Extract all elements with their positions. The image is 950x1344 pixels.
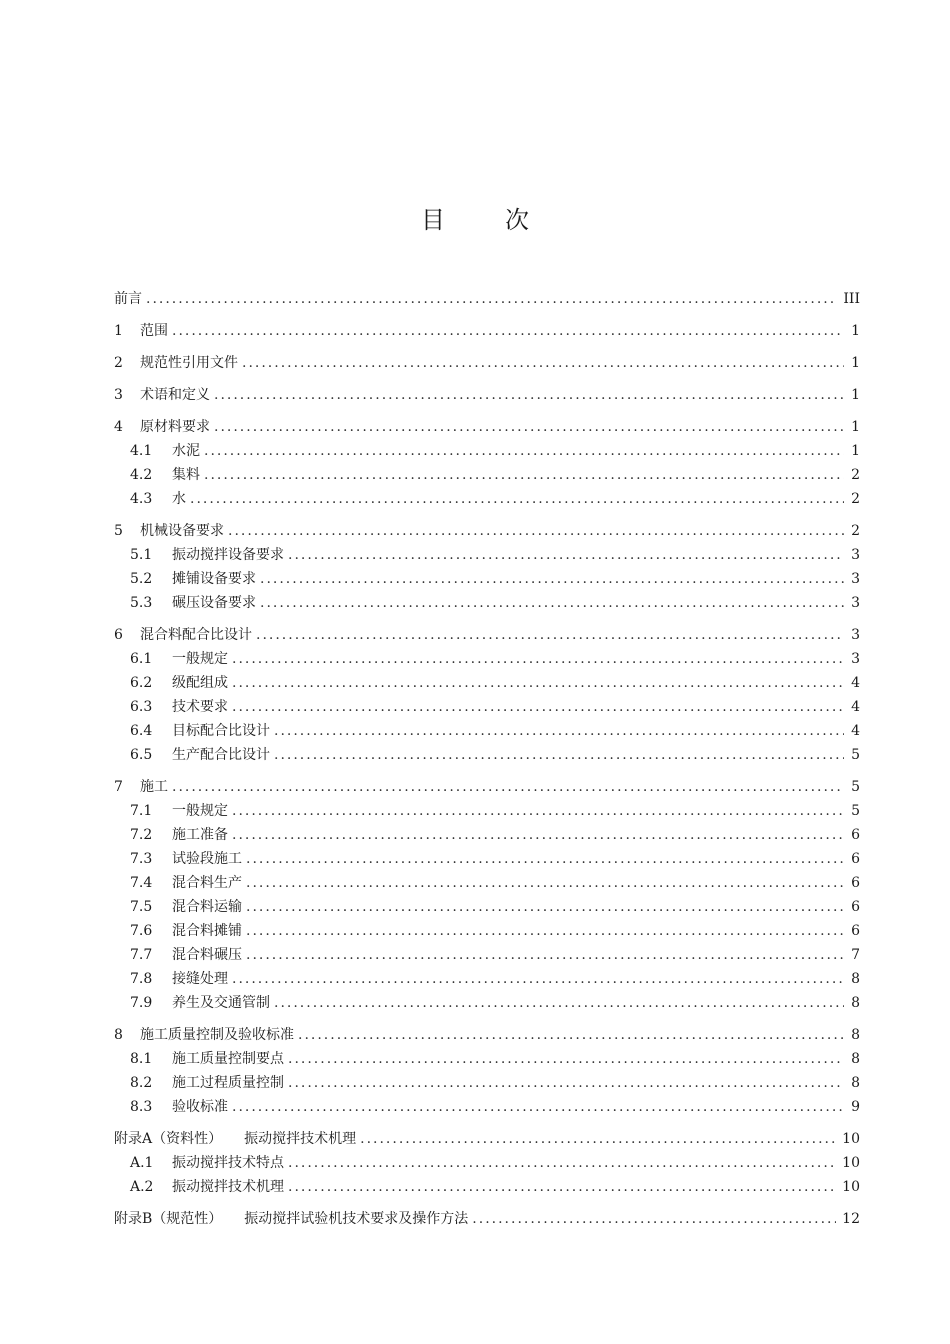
toc-dot-leader: [172, 319, 844, 343]
toc-dot-leader: [232, 671, 844, 695]
toc-entry[interactable]: [114, 591, 860, 615]
toc-entry-label: 水泥: [172, 443, 200, 459]
title-char-right: 次: [505, 206, 529, 234]
toc-entry-label: 接缝处理: [172, 971, 228, 987]
toc-entry-number: 6.5: [130, 747, 153, 763]
toc-entry-label: 混合料碾压: [172, 947, 242, 963]
toc-entry-page-number: 6: [851, 851, 860, 867]
toc-entry-page-number: 3: [851, 571, 860, 587]
toc-entry[interactable]: [114, 695, 860, 719]
toc-entry-number: 6.1: [130, 651, 153, 667]
toc-entry[interactable]: [114, 1127, 860, 1151]
toc-entry-number: 5.2: [130, 571, 153, 587]
toc-entry-label: 混合料运输: [172, 899, 242, 915]
toc-entry[interactable]: [114, 319, 860, 343]
toc-entry-label: 验收标准: [172, 1099, 228, 1115]
toc-dot-leader: [288, 1175, 836, 1199]
toc-entry-number: 6: [114, 627, 123, 643]
toc-dot-leader: [232, 823, 844, 847]
toc-entry[interactable]: [114, 567, 860, 591]
toc-entry-page-number: 2: [851, 491, 860, 507]
toc-entry-label: 振动搅拌技术机理: [172, 1179, 284, 1195]
toc-entry-number: 6.3: [130, 699, 153, 715]
table-of-contents: [114, 287, 860, 1231]
page-title: [0, 200, 950, 235]
toc-entry-number: 5: [114, 523, 123, 539]
toc-dot-leader: [246, 847, 844, 871]
toc-entry-number: 7.9: [130, 995, 153, 1011]
toc-dot-leader: [246, 919, 844, 943]
toc-entry-label: 养生及交通管制: [172, 995, 270, 1011]
toc-entry-page-number: 3: [851, 651, 860, 667]
toc-dot-leader: [242, 351, 844, 375]
toc-entry-page-number: 8: [851, 971, 860, 987]
toc-entry[interactable]: [114, 351, 860, 375]
toc-entry-number: 7.5: [130, 899, 153, 915]
toc-entry-page-number: 1: [851, 419, 860, 435]
toc-entry-label: 振动搅拌设备要求: [172, 547, 284, 563]
toc-entry-page-number: 10: [842, 1131, 860, 1147]
toc-dot-leader: [274, 991, 844, 1015]
toc-entry-label: 术语和定义: [140, 387, 210, 403]
toc-entry[interactable]: [114, 823, 860, 847]
toc-dot-leader: [274, 743, 844, 767]
toc-entry-label: 机械设备要求: [140, 523, 224, 539]
toc-dot-leader: [256, 623, 844, 647]
toc-entry-page-number: 7: [851, 947, 860, 963]
toc-entry-label: 级配组成: [172, 675, 228, 691]
toc-entry-number: 7.6: [130, 923, 153, 939]
toc-entry[interactable]: [114, 519, 860, 543]
toc-entry-label: 施工过程质量控制: [172, 1075, 284, 1091]
toc-dot-leader: [232, 799, 844, 823]
toc-dot-leader: [232, 967, 844, 991]
toc-entry-label: 施工: [140, 779, 168, 795]
toc-entry-label: 混合料生产: [172, 875, 242, 891]
toc-entry-number: 7.3: [130, 851, 153, 867]
toc-entry[interactable]: [114, 1047, 860, 1071]
toc-entry[interactable]: [114, 799, 860, 823]
toc-entry-label: 原材料要求: [140, 419, 210, 435]
toc-entry-page-number: 4: [851, 723, 860, 739]
toc-dot-leader: [232, 647, 844, 671]
toc-entry-number: 3: [114, 387, 123, 403]
toc-entry-page-number: 5: [851, 747, 860, 763]
toc-entry[interactable]: [114, 383, 860, 407]
toc-entry-page-number: 6: [851, 875, 860, 891]
toc-dot-leader: [190, 487, 844, 511]
toc-entry-label: 施工质量控制及验收标准: [140, 1027, 294, 1043]
toc-entry-label: 施工质量控制要点: [172, 1051, 284, 1067]
toc-entry-label: 一般规定: [172, 651, 228, 667]
toc-entry-page-number: 1: [851, 387, 860, 403]
toc-entry-label: 集料: [172, 467, 200, 483]
toc-entry-number: 附录B（规范性）: [114, 1211, 223, 1227]
toc-entry[interactable]: [114, 895, 860, 919]
toc-entry-label: 前言: [114, 291, 142, 307]
toc-entry-label: 水: [172, 491, 186, 507]
toc-entry-number: 1: [114, 323, 123, 339]
toc-dot-leader: [214, 383, 844, 407]
toc-entry-number: 7.7: [130, 947, 153, 963]
toc-entry-number: 7.4: [130, 875, 153, 891]
toc-entry-number: 2: [114, 355, 123, 371]
toc-entry-number: 7: [114, 779, 123, 795]
toc-entry[interactable]: [114, 943, 860, 967]
toc-entry-number: 6.2: [130, 675, 153, 691]
toc-entry[interactable]: [114, 847, 860, 871]
toc-entry[interactable]: [114, 1151, 860, 1175]
toc-entry-page-number: 1: [851, 323, 860, 339]
toc-entry[interactable]: [114, 647, 860, 671]
toc-dot-leader: [232, 1095, 844, 1119]
toc-entry[interactable]: [114, 871, 860, 895]
toc-entry-number: 6.4: [130, 723, 153, 739]
toc-entry-number: 4.1: [130, 443, 153, 459]
toc-dot-leader: [228, 519, 844, 543]
toc-dot-leader: [298, 1023, 844, 1047]
toc-entry-label: 施工准备: [172, 827, 228, 843]
toc-entry-label: 生产配合比设计: [172, 747, 270, 763]
toc-dot-leader: [246, 871, 844, 895]
toc-entry[interactable]: [114, 543, 860, 567]
toc-dot-leader: [288, 1047, 844, 1071]
toc-entry[interactable]: [114, 487, 860, 511]
toc-entry-number: 附录A（资料性）: [114, 1131, 223, 1147]
toc-entry[interactable]: [114, 623, 860, 647]
toc-entry-page-number: 8: [851, 1075, 860, 1091]
toc-entry[interactable]: [114, 743, 860, 767]
toc-dot-leader: [204, 463, 844, 487]
toc-entry-number: A.2: [130, 1179, 154, 1195]
toc-entry-page-number: 8: [851, 1027, 860, 1043]
toc-entry[interactable]: [114, 775, 860, 799]
toc-entry-page-number: 10: [842, 1179, 860, 1195]
toc-entry[interactable]: [114, 1175, 860, 1199]
toc-entry-page-number: 3: [851, 595, 860, 611]
toc-entry-page-number: 3: [851, 627, 860, 643]
toc-dot-leader: [246, 943, 844, 967]
toc-entry[interactable]: [114, 719, 860, 743]
toc-entry[interactable]: [114, 1095, 860, 1119]
toc-entry-number: 8.2: [130, 1075, 153, 1091]
toc-entry-number: 4.3: [130, 491, 153, 507]
toc-entry-number: A.1: [130, 1155, 154, 1171]
toc-dot-leader: [288, 1151, 836, 1175]
toc-entry-label: 规范性引用文件: [140, 355, 238, 371]
toc-entry-page-number: 6: [851, 827, 860, 843]
toc-entry[interactable]: [114, 967, 860, 991]
title-char-left: 目: [421, 206, 445, 234]
toc-dot-leader: [274, 719, 844, 743]
toc-entry-number: 7.2: [130, 827, 153, 843]
toc-entry-label: 混合料摊铺: [172, 923, 242, 939]
toc-entry-page-number: 4: [851, 675, 860, 691]
toc-dot-leader: [214, 415, 844, 439]
toc-entry-label: 技术要求: [172, 699, 228, 715]
toc-entry-label: 混合料配合比设计: [140, 627, 252, 643]
toc-entry[interactable]: [114, 287, 860, 311]
toc-entry-page-number: 12: [842, 1211, 860, 1227]
toc-entry-page-number: 8: [851, 1051, 860, 1067]
toc-entry-label: 振动搅拌试验机技术要求及操作方法: [244, 1211, 469, 1227]
toc-entry-page-number: 1: [851, 443, 860, 459]
toc-entry-label: 振动搅拌技术特点: [172, 1155, 284, 1171]
toc-entry-label: 碾压设备要求: [172, 595, 256, 611]
toc-entry-page-number: 6: [851, 923, 860, 939]
toc-entry-label: 摊铺设备要求: [172, 571, 256, 587]
toc-entry-page-number: 9: [851, 1099, 860, 1115]
toc-entry-number: 8: [114, 1027, 123, 1043]
toc-entry-label: 试验段施工: [172, 851, 242, 867]
toc-entry[interactable]: [114, 1071, 860, 1095]
toc-dot-leader: [472, 1207, 836, 1231]
toc-entry-label: 振动搅拌技术机理: [244, 1131, 357, 1147]
toc-dot-leader: [260, 567, 844, 591]
toc-entry-number: 4: [114, 419, 123, 435]
toc-entry-page-number: III: [843, 291, 860, 307]
toc-entry[interactable]: [114, 919, 860, 943]
toc-dot-leader: [288, 1071, 844, 1095]
toc-entry[interactable]: [114, 671, 860, 695]
toc-entry-page-number: 1: [851, 355, 860, 371]
toc-entry[interactable]: [114, 991, 860, 1015]
toc-entry-page-number: 10: [842, 1155, 860, 1171]
toc-entry-page-number: 2: [851, 467, 860, 483]
toc-entry-number: 8.3: [130, 1099, 153, 1115]
toc-entry-page-number: 5: [851, 803, 860, 819]
toc-entry[interactable]: [114, 1023, 860, 1047]
toc-entry-page-number: 5: [851, 779, 860, 795]
toc-entry-number: 5.1: [130, 547, 153, 563]
toc-entry-number: 7.8: [130, 971, 153, 987]
toc-dot-leader: [288, 543, 844, 567]
toc-entry-page-number: 8: [851, 995, 860, 1011]
toc-entry[interactable]: [114, 415, 860, 439]
toc-entry-page-number: 2: [851, 523, 860, 539]
toc-entry-page-number: 4: [851, 699, 860, 715]
toc-entry-number: 7.1: [130, 803, 153, 819]
toc-entry-label: 目标配合比设计: [172, 723, 270, 739]
toc-dot-leader: [204, 439, 844, 463]
toc-dot-leader: [146, 287, 837, 311]
toc-entry-number: 4.2: [130, 467, 153, 483]
toc-entry-page-number: 6: [851, 899, 860, 915]
toc-entry[interactable]: [114, 1207, 860, 1231]
toc-dot-leader: [232, 695, 844, 719]
toc-entry-label: 范围: [140, 323, 168, 339]
toc-dot-leader: [172, 775, 844, 799]
toc-dot-leader: [246, 895, 844, 919]
toc-entry[interactable]: [114, 463, 860, 487]
toc-dot-leader: [360, 1127, 836, 1151]
toc-entry-label: 一般规定: [172, 803, 228, 819]
toc-entry[interactable]: [114, 439, 860, 463]
toc-dot-leader: [260, 591, 844, 615]
toc-entry-number: 5.3: [130, 595, 153, 611]
toc-entry-number: 8.1: [130, 1051, 153, 1067]
toc-entry-page-number: 3: [851, 547, 860, 563]
